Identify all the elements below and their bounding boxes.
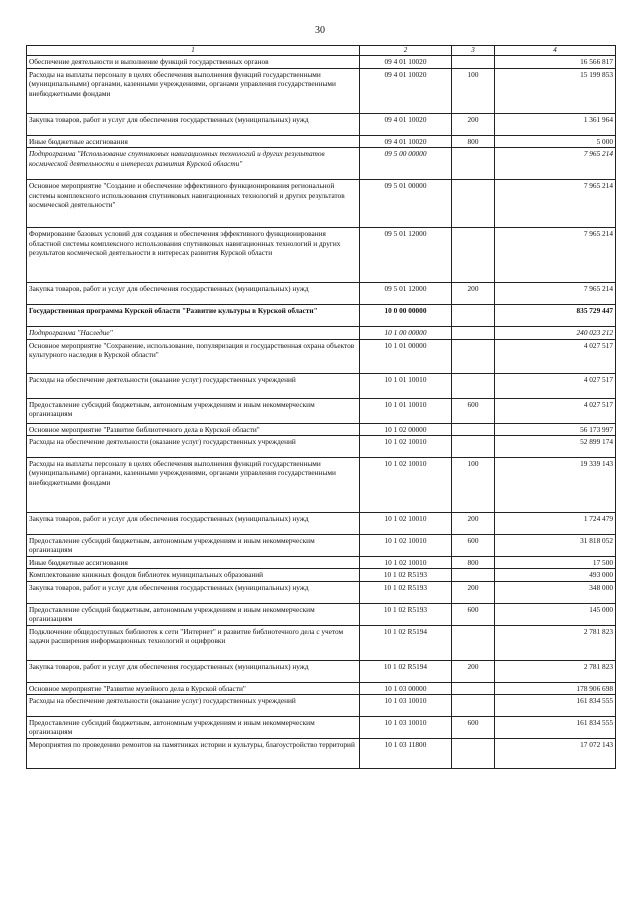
row-code-cell: 10 1 02 R5193	[360, 603, 452, 625]
page-number: 30	[315, 25, 325, 36]
row-code-cell: 10 1 02 00000	[360, 423, 452, 435]
table-row	[27, 55, 616, 68]
table-row	[27, 738, 616, 768]
row-expense-type-cell	[452, 738, 495, 768]
row-code-cell: 10 1 02 R5193	[360, 569, 452, 581]
row-name-cell: Расходы на обеспечение деятельности (оказание услуг) государственных учреждений	[27, 373, 360, 398]
row-name-cell: Расходы на обеспечение деятельности (оказание услуг) государственных учреждений	[27, 435, 360, 457]
row-code-cell: 10 1 01 00000	[360, 339, 452, 373]
row-amount-cell: 5 000	[495, 135, 616, 147]
table-row	[27, 512, 616, 534]
row-code-cell: 09 4 01 10020	[360, 113, 452, 135]
row-amount-cell: 178 906 698	[495, 682, 616, 694]
row-name-cell: Формирование базовых условий для создания и обеспечения эффективного функционирования областной системы комплексного использования спутниковых навигационных технологий и других результатов космической деятельности в интересах развития Курской области	[27, 228, 360, 283]
row-amount-cell: 348 000	[495, 581, 616, 603]
row-expense-type-cell	[452, 569, 495, 581]
row-expense-type-cell: 600	[452, 398, 495, 423]
row-code-cell: 10 0 00 00000	[360, 305, 452, 327]
table-row	[27, 339, 616, 373]
table-row	[27, 180, 616, 228]
budget-table	[26, 45, 616, 769]
row-name-cell: Предоставление субсидий бюджетным, автономным учреждениям и иным некоммерческим организациям	[27, 398, 360, 423]
table-row	[27, 581, 616, 603]
row-expense-type-cell	[452, 327, 495, 339]
row-name-cell: Закупка товаров, работ и услуг для обеспечения государственных (муниципальных) нужд	[27, 660, 360, 682]
row-name-cell: Подпрограмма "Использование спутниковых навигационных технологий и других результатов космической деятельности в интересах развития Курской области"	[27, 148, 360, 180]
table-row	[27, 569, 616, 581]
row-name-cell: Основное мероприятие "Развитие библиотечного дела в Курской области"	[27, 423, 360, 435]
row-amount-cell: 493 000	[495, 569, 616, 581]
table-row	[27, 603, 616, 625]
column-number-4: 4	[495, 46, 616, 56]
row-name-cell: Основное мероприятие "Развитие музейного дела в Курской области"	[27, 682, 360, 694]
column-number-row	[27, 46, 616, 56]
row-amount-cell: 1 724 479	[495, 512, 616, 534]
table-row	[27, 716, 616, 738]
row-expense-type-cell: 200	[452, 283, 495, 305]
row-name-cell: Комплектование книжных фондов библиотек муниципальных образований	[27, 569, 360, 581]
row-amount-cell: 161 834 555	[495, 694, 616, 716]
table-row	[27, 625, 616, 660]
row-expense-type-cell	[452, 435, 495, 457]
row-code-cell: 10 1 02 10010	[360, 435, 452, 457]
row-name-cell: Предоставление субсидий бюджетным, автономным учреждениям и иным некоммерческим организациям	[27, 603, 360, 625]
row-expense-type-cell	[452, 55, 495, 68]
row-code-cell: 09 5 01 12000	[360, 283, 452, 305]
row-expense-type-cell: 200	[452, 660, 495, 682]
table-row	[27, 113, 616, 135]
row-code-cell: 09 4 01 10020	[360, 135, 452, 147]
row-code-cell: 10 1 02 R5194	[360, 625, 452, 660]
row-expense-type-cell: 600	[452, 716, 495, 738]
row-amount-cell: 19 339 143	[495, 457, 616, 512]
row-name-cell: Расходы на обеспечение деятельности (оказание услуг) государственных учреждений	[27, 694, 360, 716]
row-code-cell: 10 1 01 10010	[360, 373, 452, 398]
table-row	[27, 660, 616, 682]
row-name-cell: Иные бюджетные ассигнования	[27, 556, 360, 568]
row-amount-cell: 4 027 517	[495, 339, 616, 373]
row-name-cell: Предоставление субсидий бюджетным, автономным учреждениям и иным некоммерческим организациям	[27, 716, 360, 738]
row-name-cell: Мероприятия по проведению ремонтов на памятниках истории и культуры, благоустройство территорий	[27, 738, 360, 768]
row-code-cell: 09 4 01 10020	[360, 55, 452, 68]
table-row	[27, 373, 616, 398]
row-name-cell: Государственная программа Курской области "Развитие культуры в Курской области"	[27, 305, 360, 327]
row-name-cell: Обеспечение деятельности и выполнение функций государственных органов	[27, 55, 360, 68]
table-row	[27, 148, 616, 180]
row-code-cell: 09 5 01 12000	[360, 228, 452, 283]
row-expense-type-cell	[452, 180, 495, 228]
table-row	[27, 398, 616, 423]
row-amount-cell: 7 965 214	[495, 148, 616, 180]
row-name-cell: Закупка товаров, работ и услуг для обеспечения государственных (муниципальных) нужд	[27, 581, 360, 603]
row-amount-cell: 16 566 817	[495, 55, 616, 68]
row-code-cell: 10 1 02 10010	[360, 534, 452, 556]
row-code-cell: 10 1 02 10010	[360, 556, 452, 568]
row-code-cell: 10 1 02 10010	[360, 512, 452, 534]
row-amount-cell: 4 027 517	[495, 398, 616, 423]
row-amount-cell: 7 965 214	[495, 228, 616, 283]
table-row	[27, 534, 616, 556]
table-row	[27, 435, 616, 457]
row-expense-type-cell	[452, 423, 495, 435]
row-amount-cell: 56 173 997	[495, 423, 616, 435]
row-amount-cell: 2 781 823	[495, 660, 616, 682]
table-row	[27, 682, 616, 694]
row-amount-cell: 1 361 964	[495, 113, 616, 135]
row-amount-cell: 240 023 212	[495, 327, 616, 339]
row-amount-cell: 2 781 823	[495, 625, 616, 660]
row-name-cell: Основное мероприятие "Сохранение, использование, популяризация и государственная охрана объектов культурного наследия в Курской области"	[27, 339, 360, 373]
row-code-cell: 10 1 01 10010	[360, 398, 452, 423]
table-row	[27, 305, 616, 327]
row-expense-type-cell	[452, 625, 495, 660]
budget-rows	[27, 55, 616, 768]
row-expense-type-cell: 800	[452, 556, 495, 568]
row-amount-cell: 17 072 143	[495, 738, 616, 768]
row-code-cell: 09 4 01 10020	[360, 68, 452, 113]
row-code-cell: 09 5 00 00000	[360, 148, 452, 180]
row-name-cell: Предоставление субсидий бюджетным, автономным учреждениям и иным некоммерческим организациям	[27, 534, 360, 556]
row-expense-type-cell	[452, 305, 495, 327]
row-name-cell: Иные бюджетные ассигнования	[27, 135, 360, 147]
row-amount-cell: 15 199 853	[495, 68, 616, 113]
row-expense-type-cell: 200	[452, 581, 495, 603]
row-name-cell: Закупка товаров, работ и услуг для обеспечения государственных (муниципальных) нужд	[27, 113, 360, 135]
table-row	[27, 457, 616, 512]
row-expense-type-cell	[452, 228, 495, 283]
row-name-cell: Основное мероприятие "Создание и обеспечение эффективного функционирования региональной системы комплексного использования спутниковых навигационных технологий и других результатов космической деятельности"	[27, 180, 360, 228]
column-number-2: 2	[360, 46, 452, 56]
row-amount-cell: 31 818 052	[495, 534, 616, 556]
row-amount-cell: 161 834 555	[495, 716, 616, 738]
row-code-cell: 10 1 00 00000	[360, 327, 452, 339]
row-expense-type-cell: 200	[452, 113, 495, 135]
row-expense-type-cell: 100	[452, 457, 495, 512]
row-name-cell: Закупка товаров, работ и услуг для обеспечения государственных (муниципальных) нужд	[27, 512, 360, 534]
row-amount-cell: 17 500	[495, 556, 616, 568]
row-code-cell: 10 1 02 R5193	[360, 581, 452, 603]
row-expense-type-cell	[452, 339, 495, 373]
row-amount-cell: 4 027 517	[495, 373, 616, 398]
table-row	[27, 228, 616, 283]
row-expense-type-cell	[452, 694, 495, 716]
column-number-1: 1	[27, 46, 360, 56]
row-expense-type-cell	[452, 148, 495, 180]
row-name-cell: Расходы на выплаты персоналу в целях обеспечения выполнения функций государственными (муниципальными) органами, казенными учреждениями, органами управления государственными внебюджетными фондами	[27, 457, 360, 512]
row-amount-cell: 145 000	[495, 603, 616, 625]
row-expense-type-cell	[452, 682, 495, 694]
row-name-cell: Подключение общедоступных библиотек к сети "Интернет" и развитие библиотечного дела с учетом задачи расширения информационных технологий и оцифровки	[27, 625, 360, 660]
row-code-cell: 10 1 03 11800	[360, 738, 452, 768]
table-row	[27, 556, 616, 568]
row-code-cell: 10 1 03 10010	[360, 694, 452, 716]
row-name-cell: Расходы на выплаты персоналу в целях обеспечения выполнения функций государственными (муниципальными) органами, казенными учреждениями, органами управления государственными внебюджетными фондами	[27, 68, 360, 113]
row-code-cell: 09 5 01 00000	[360, 180, 452, 228]
row-expense-type-cell: 800	[452, 135, 495, 147]
table-row	[27, 135, 616, 147]
row-amount-cell: 7 965 214	[495, 283, 616, 305]
row-amount-cell: 52 899 174	[495, 435, 616, 457]
row-name-cell: Подпрограмма "Наследие"	[27, 327, 360, 339]
table-row	[27, 694, 616, 716]
table-row	[27, 68, 616, 113]
row-amount-cell: 7 965 214	[495, 180, 616, 228]
row-expense-type-cell	[452, 373, 495, 398]
column-number-3: 3	[452, 46, 495, 56]
table-row	[27, 423, 616, 435]
row-amount-cell: 835 729 447	[495, 305, 616, 327]
row-expense-type-cell: 200	[452, 512, 495, 534]
table-row	[27, 283, 616, 305]
table-row	[27, 327, 616, 339]
row-code-cell: 10 1 03 10010	[360, 716, 452, 738]
row-name-cell: Закупка товаров, работ и услуг для обеспечения государственных (муниципальных) нужд	[27, 283, 360, 305]
row-code-cell: 10 1 02 R5194	[360, 660, 452, 682]
row-code-cell: 10 1 03 00000	[360, 682, 452, 694]
row-code-cell: 10 1 02 10010	[360, 457, 452, 512]
row-expense-type-cell: 600	[452, 603, 495, 625]
row-expense-type-cell: 600	[452, 534, 495, 556]
row-expense-type-cell: 100	[452, 68, 495, 113]
